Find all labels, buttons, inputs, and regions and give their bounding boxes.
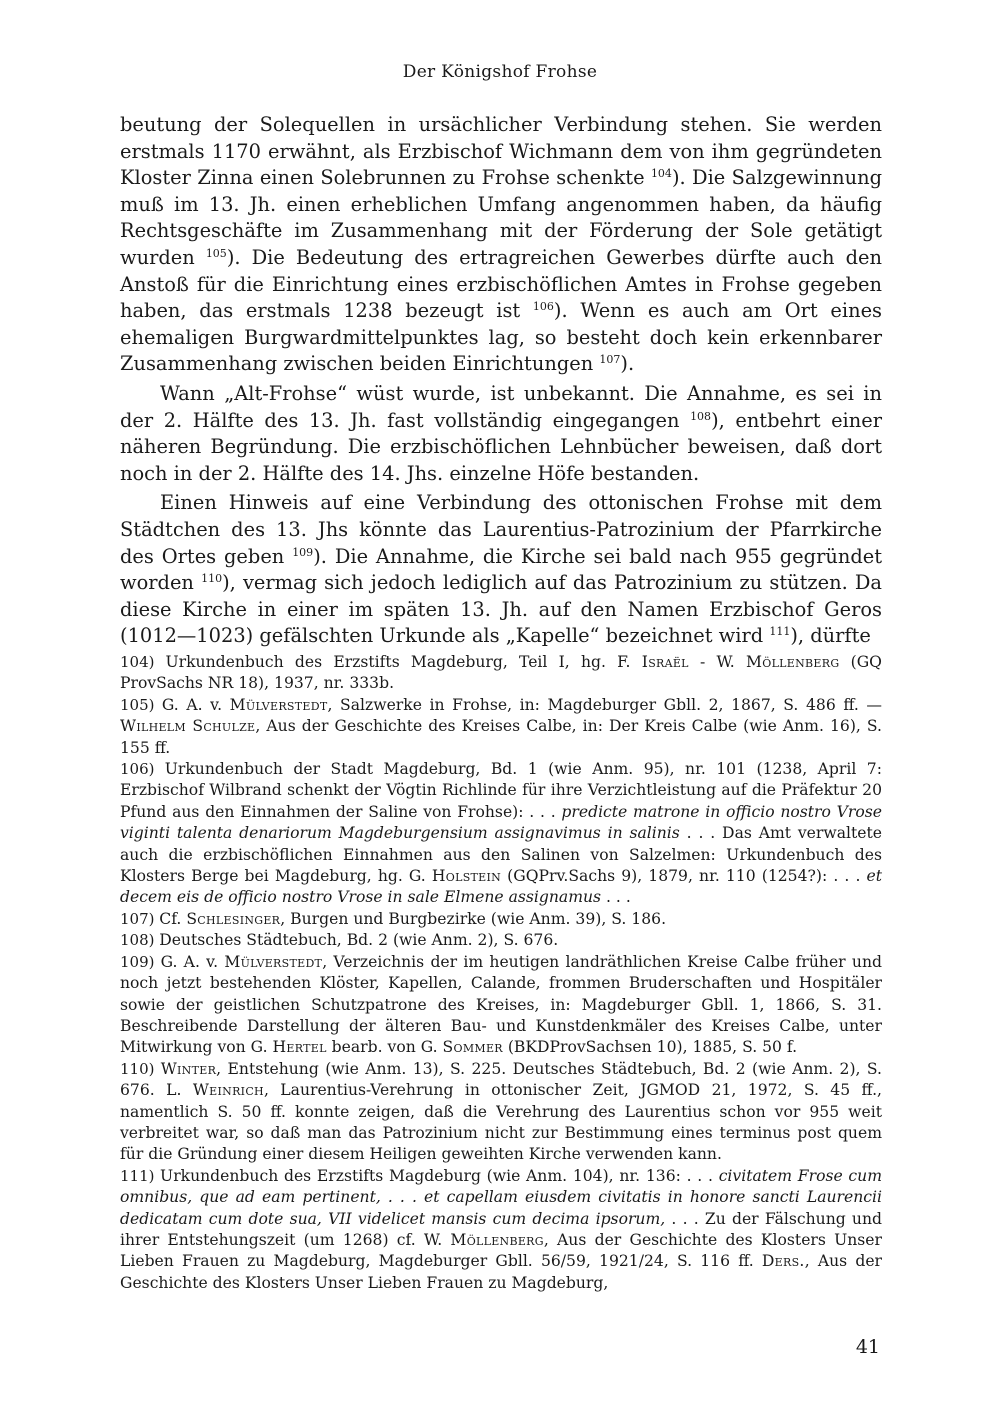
text-run: Winter bbox=[160, 1059, 217, 1078]
text-run: , Aus der Geschichte des Klosters Unser Lieben Frauen zu Magdeburg, Magdeburger Gbll. 56/59, 1921/24, S. 116 ff. bbox=[120, 1230, 882, 1271]
text-run: ). Wenn es auch am Ort eines ehemaligen Burgwardmittelpunktes lag, so besteht doch kein erkennbarer Zusammenhang zwischen beiden Einrichtungen bbox=[120, 299, 882, 376]
text-run: , Entstehung (wie Anm. 13), S. 225. Deutsches Städtebuch, Bd. 2 (wie Anm. 2), S. 676. L. bbox=[120, 1059, 882, 1100]
text-run: Sommer bbox=[442, 1038, 503, 1057]
text-run: et decem eis de officio nostro Vrose in sale Elmene assignamus bbox=[120, 867, 882, 907]
text-run: , Aus der Geschichte des Kreises Calbe, in: Der Kreis Calbe (wie Anm. 16), S. 155 ff. bbox=[120, 717, 883, 757]
text-run: ), vermag sich jedoch lediglich auf das Patrozinium zu stützen. Da diese Kirche in einer im späten 13. Jh. auf den Namen Erzbischof Geros (1012—1023) gefälschten Urkunde als „Kapelle“ bezeichnet wird bbox=[120, 571, 882, 648]
footnote-number: 106) bbox=[120, 760, 165, 779]
text-run: (GQPrv.Sachs 9), 1879, nr. 110 (1254?): . . . bbox=[501, 867, 867, 886]
footnote-ref: 111 bbox=[769, 625, 791, 639]
footnote-number: 110) bbox=[120, 1059, 161, 1078]
text-run: bearb. von G. bbox=[326, 1038, 443, 1057]
text-run: Wann „Alt-Frohse“ wüst wurde, ist unbekannt. Die Annahme, es sei in der 2. Hälfte des 13. Jh. fast vollständig eingegangen bbox=[120, 381, 882, 432]
footnote bbox=[120, 652, 882, 695]
footnote-number: 108) bbox=[120, 931, 160, 950]
footnote-number: 105) bbox=[120, 695, 162, 714]
text-run: ). bbox=[620, 352, 635, 376]
text-run: G. A. v. bbox=[160, 952, 225, 971]
footnotes bbox=[120, 652, 882, 1294]
footnote bbox=[120, 1166, 882, 1294]
text-run: - W. bbox=[688, 653, 746, 671]
text-run: . . . Das Amt verwaltete auch die erzbischöflichen Einnahmen aus den Salinen von Salzelmen: Urkundenbuch des Klosters Berge bei Magdeburg, hg. G. bbox=[120, 824, 882, 886]
text-run: Holstein bbox=[431, 867, 502, 886]
footnote bbox=[120, 909, 882, 930]
text-run: . . . Zu der Fälschung und ihrer Entstehungszeit (um 1268) cf. W. bbox=[120, 1209, 882, 1249]
footnote-ref: 107 bbox=[599, 353, 621, 367]
text-run: . . . bbox=[601, 888, 631, 907]
footnote-ref: 106 bbox=[532, 300, 554, 314]
text-run: Weinrich bbox=[192, 1081, 264, 1100]
text-run: Urkundenbuch des Erzstifts Magdeburg (wie Anm. 104), nr. 136: . . . bbox=[160, 1166, 719, 1185]
text-run: Ders. bbox=[761, 1252, 805, 1271]
footnote-number: 104) bbox=[120, 653, 166, 671]
text-run: (BKDProvSachsen 10), 1885, S. 50 f. bbox=[502, 1038, 798, 1057]
running-head: Der Königshof Frohse bbox=[402, 62, 598, 82]
footnote-number: 107) bbox=[120, 909, 160, 928]
footnote bbox=[120, 759, 882, 909]
text-run: ), dürfte bbox=[790, 624, 871, 648]
text-run: Einen Hinweis auf eine Verbindung des ottonischen Frohse mit dem Städtchen des 13. Jhs könnte das Laurentius-Patrozinium der Pfarrkirche des Ortes geben bbox=[120, 491, 882, 568]
footnote-ref: 110 bbox=[201, 572, 223, 586]
text-run: Möllenberg bbox=[450, 1230, 544, 1249]
footnote bbox=[120, 1059, 882, 1166]
text-run: Urkundenbuch der Stadt Magdeburg, Bd. 1 (wie Anm. 95), nr. 101 (1238, April 7: Erzbischof Wilbrand schenkt der Vögtin Richlinde für ihre Verzichtleistung auf die Präfektur 20 Pfund aus den Einnahmen der Saline von Frohse): . . . bbox=[120, 760, 882, 821]
paragraph bbox=[120, 490, 882, 650]
text-run: Möllenberg bbox=[745, 653, 840, 671]
text-run: ). Die Bedeutung des ertragreichen Gewerbes dürfte auch den Anstoß für die Einrichtung eines erzbischöflichen Amtes in Frohse gegeben haben, das erstmals 1238 bezeugt ist bbox=[120, 245, 882, 323]
footnote-number: 111) bbox=[120, 1166, 161, 1185]
text-run: Wilhelm Schulze bbox=[120, 717, 256, 736]
footnote bbox=[120, 695, 882, 759]
text-run: ). Die Salzgewinnung muß im 13. Jh. einen erheblichen Umfang angenommen haben, da häufig Rechtsgeschäfte im Zusammenhang mit der Förderung der Sole getätigt wurden bbox=[120, 166, 882, 269]
text-run: ). Die Annahme, die Kirche sei bald nach 955 gegründet worden bbox=[120, 544, 882, 595]
text-run: Hertel bbox=[272, 1038, 327, 1057]
text-run: Israël bbox=[641, 653, 689, 671]
text-run: , Burgen und Burgbezirke (wie Anm. 39), S. 186. bbox=[280, 909, 667, 928]
footnote-ref: 108 bbox=[690, 409, 712, 423]
text-run: Cf. bbox=[159, 909, 187, 928]
text-run: Schlesinger bbox=[186, 909, 281, 928]
text-run: Deutsches Städtebuch, Bd. 2 (wie Anm. 2), S. 676. bbox=[159, 931, 559, 950]
paragraph bbox=[120, 112, 882, 378]
footnote-ref: 105 bbox=[205, 246, 227, 260]
footnote bbox=[120, 930, 882, 951]
text-run: beutung der Solequellen in ursächlicher Verbindung stehen. Sie werden erstmals 1170 erwähnt, als Erzbischof Wichmann dem von ihm gegründeten Kloster Zinna einen Solebrunnen zu Frohse schenkte bbox=[120, 113, 882, 190]
text-run: G. A. v. bbox=[161, 695, 230, 714]
paragraph bbox=[120, 381, 882, 487]
body-text bbox=[120, 112, 882, 650]
footnote bbox=[120, 952, 882, 1059]
footnote-number: 109) bbox=[120, 952, 161, 971]
text-run: , Verzeichnis der im heutigen landräthlichen Kreise Calbe früher und noch jetzt bestehenden Klöster, Kapellen, Calande, frommen Bruderschaften und Hospitäler sowie der geistlichen Schutzpatrone des Kreises, in: Magdeburger Gbll. 1, 1866, S. 31. Beschreibende Darstellung der älteren Bau- und Kunstdenkmäler des Kreises Calbe, unter Mitwirkung von G. bbox=[120, 952, 882, 1057]
footnote-ref: 109 bbox=[292, 545, 314, 559]
text-run: Mülverstedt bbox=[229, 695, 328, 714]
text-run: , Salzwerke in Frohse, in: Magdeburger Gbll. 2, 1867, S. 486 ff. — bbox=[327, 695, 882, 714]
text-run: (GQ ProvSachs NR 18), 1937, nr. 333b. bbox=[120, 653, 882, 693]
text-run: civitatem Frose cum omnibus, que ad eam pertinent, . . . et capellam eiusdem civitatis in honore sancti Laurencii dedicatam cum dote sua, VII videlicet mansis cum decima ipsorum, bbox=[120, 1166, 882, 1228]
footnote-ref: 104 bbox=[650, 167, 672, 181]
page-number: 41 bbox=[855, 1336, 880, 1358]
text-run: ), entbehrt einer näheren Begründung. Die erzbischöflichen Lehnbücher beweisen, daß dort noch in der 2. Hälfte des 14. Jhs. einzelne Höfe bestanden. bbox=[120, 408, 882, 485]
text-run: , Aus der Geschichte des Klosters Unser Lieben Frauen zu Magdeburg, bbox=[120, 1252, 882, 1292]
text-run: predicte matrone in officio nostro Vrose viginti talenta denariorum Magdeburgensium assignavimus in salinis bbox=[120, 802, 882, 843]
text-run: Urkundenbuch des Erzstifts Magdeburg, Teil I, hg. F. bbox=[165, 653, 642, 671]
text-run: , Laurentius-Verehrung in ottonischer Zeit, JGMOD 21, 1972, S. 45 ff., namentlich S. 50 ff. konnte zeigen, daß die Verehrung des Laurentius schon vor 955 weit verbreitet war, so daß man das Patrozinium nicht zur Bestimmung eines terminus post quem für die Gründung einer diesem Heiligen geweihten Kirche verwenden kann. bbox=[120, 1081, 882, 1164]
text-run: Mülverstedt bbox=[224, 952, 323, 971]
